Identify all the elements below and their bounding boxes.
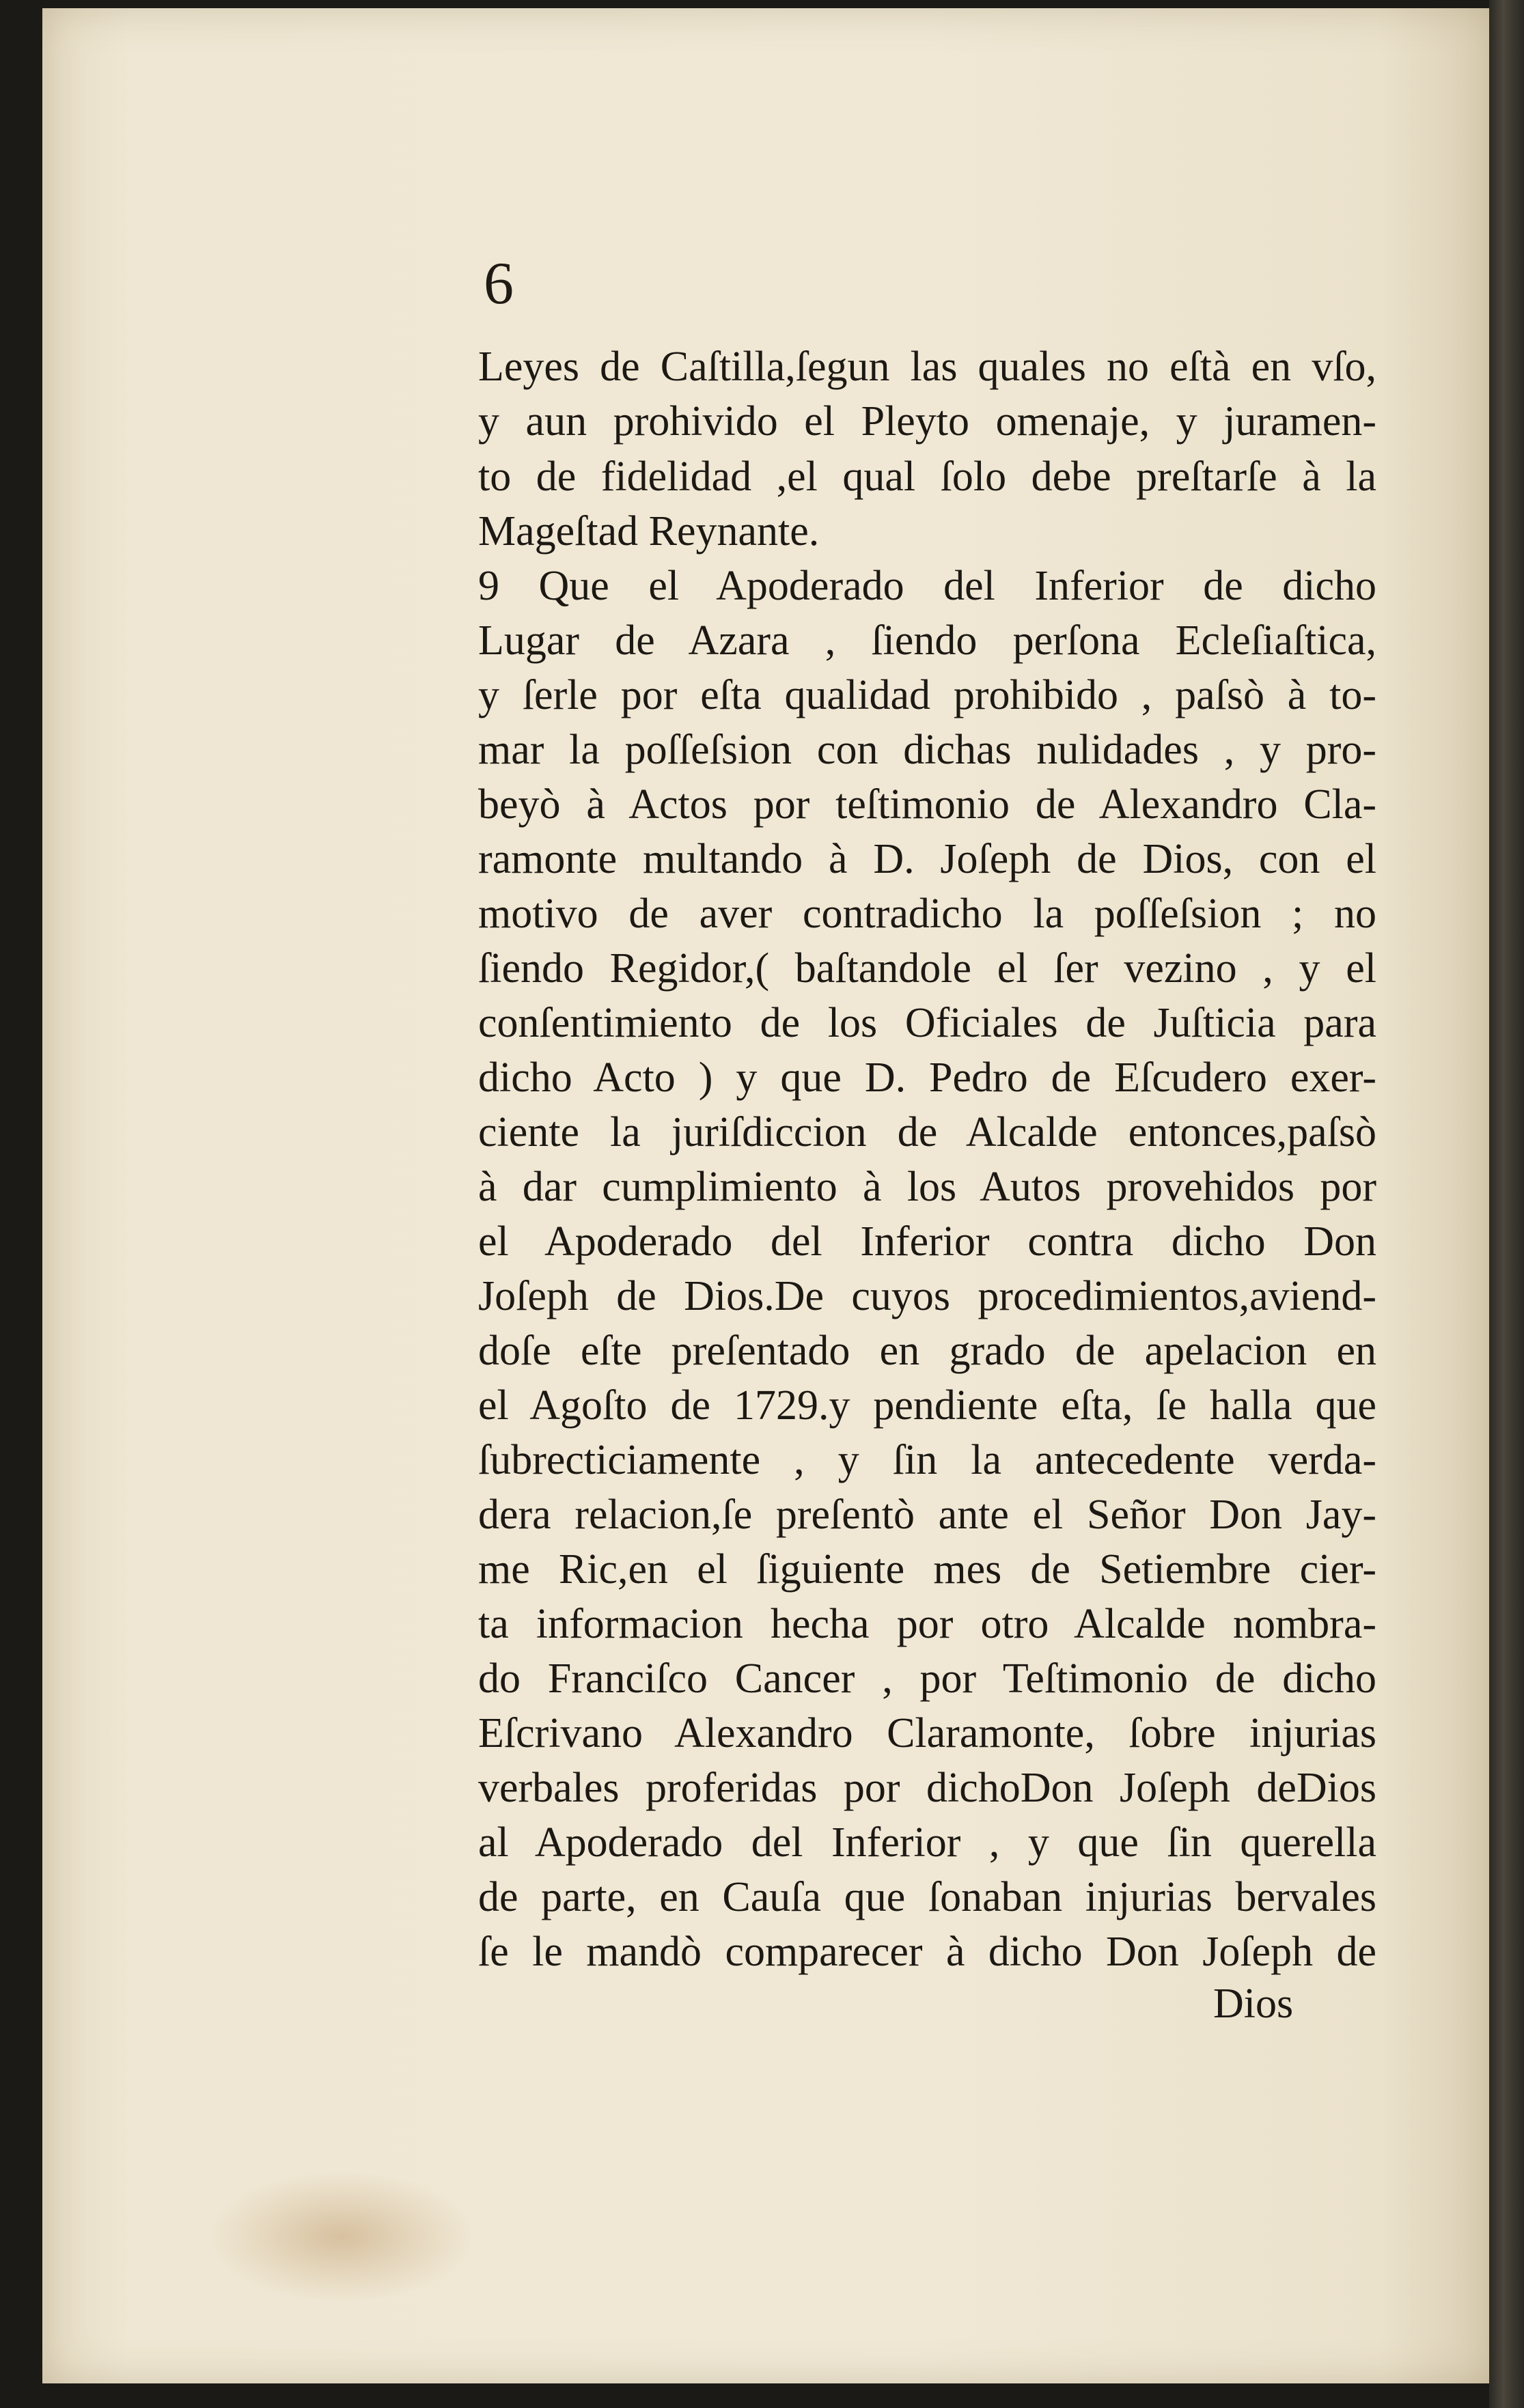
page-number: 6 — [484, 251, 514, 317]
text-line: Leyes de Caſtilla,ſegun las quales no eſtà en vſo, — [478, 344, 1376, 390]
text-line: verbales proferidas por dichoDon Joſeph deDios — [478, 1765, 1376, 1811]
text-line: do Franciſco Cancer , por Teſtimonio de dicho — [478, 1655, 1376, 1702]
text-line: Lugar de Azara , ſiendo perſona Ecleſiaſtica, — [478, 617, 1376, 664]
text-line: me Ric,en el ſiguiente mes de Setiembre cier- — [478, 1546, 1376, 1593]
text-line: beyò à Actos por teſtimonio de Alexandro Cla- — [478, 781, 1376, 828]
text-line: à dar cumplimiento à los Autos provehidos por — [478, 1164, 1376, 1210]
text-line: conſentimiento de los Oficiales de Juſticia para — [478, 1000, 1376, 1046]
text-line: el Agoſto de 1729.y pendiente eſta, ſe halla que — [478, 1382, 1376, 1429]
text-line: to de fidelidad ,el qual ſolo debe preſtarſe à la — [478, 453, 1376, 500]
text-line: de parte, en Cauſa que ſonaban injurias bervales — [478, 1874, 1376, 1920]
text-line: 9 Que el Apoderado del Inferior de dicho — [478, 563, 1376, 609]
catchword: Dios — [1213, 1980, 1294, 2027]
text-line: ſiendo Regidor,( baſtandole el ſer vezino , y el — [478, 945, 1376, 992]
text-line: Eſcrivano Alexandro Claramonte, ſobre injurias — [478, 1710, 1376, 1756]
text-line: al Apoderado del Inferior , y que ſin querella — [478, 1819, 1376, 1866]
text-line: Joſeph de Dios.De cuyos procedimientos,aviend- — [478, 1273, 1376, 1319]
text-line: doſe eſte preſentado en grado de apelacion en — [478, 1328, 1376, 1374]
text-line: ſe le mandò comparecer à dicho Don Joſeph de — [478, 1929, 1376, 1975]
text-line: ramonte multando à D. Joſeph de Dios, con el — [478, 836, 1376, 882]
text-line: el Apoderado del Inferior contra dicho Don — [478, 1218, 1376, 1265]
text-line: ſubrecticiamente , y ſin la antecedente verda- — [478, 1437, 1376, 1483]
water-stain — [212, 2172, 471, 2301]
binding-edge — [1489, 0, 1524, 2408]
text-line: mar la poſſeſsion con dichas nulidades , y pro- — [478, 727, 1376, 773]
text-line: y ſerle por eſta qualidad prohibido , paſsò à to- — [478, 672, 1376, 718]
text-line: ciente la juriſdiccion de Alcalde entonces,paſsò — [478, 1109, 1376, 1156]
text-line: y aun prohivido el Pleyto omenaje, y juramen- — [478, 398, 1376, 445]
text-line: motivo de aver contradicho la poſſeſsion ; no — [478, 891, 1376, 937]
text-line: dera relacion,ſe preſentò ante el Señor Don Jay- — [478, 1492, 1376, 1538]
text-line: dicho Acto ) y que D. Pedro de Eſcudero exer- — [478, 1054, 1376, 1101]
text-line: ta informacion hecha por otro Alcalde nombra- — [478, 1601, 1376, 1647]
text-line: Mageſtad Reynante. — [478, 508, 820, 555]
